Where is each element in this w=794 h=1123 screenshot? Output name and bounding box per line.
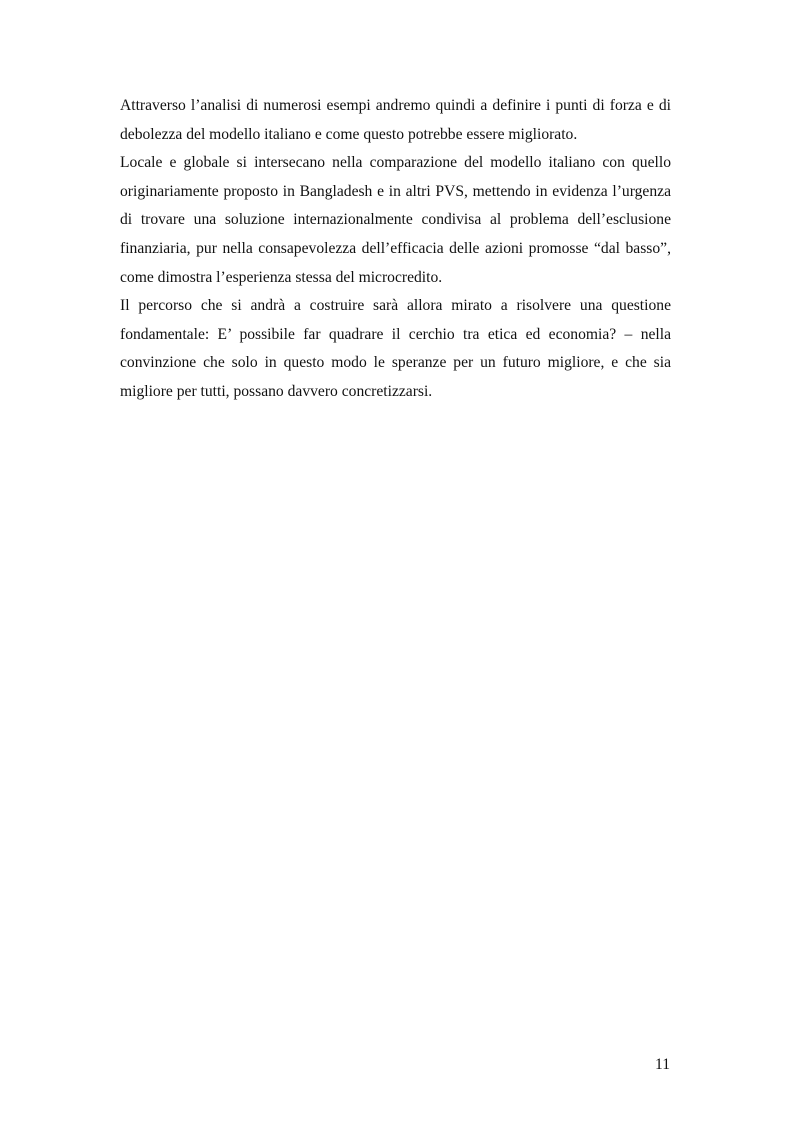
- paragraph-3: Il percorso che si andrà a costruire sarà allora mirato a risolvere una questione fondamentale: E’ possibile far quadrare il cerchio tra etica ed economia? – nella convinzione che solo in questo modo le speranze per un futuro migliore, e che sia migliore per tutti, possano davvero concretizzarsi.: [120, 297, 671, 400]
- page-number: 11: [654, 1056, 670, 1073]
- paragraph-2: Locale e globale si intersecano nella comparazione del modello italiano con quello originariamente proposto in Bangladesh e in altri PVS, mettendo in evidenza l’urgenza di trovare una soluzione internazionalmente condivisa al problema dell’esclusione finanziaria, pur nella consapevolezza dell’efficacia delle azioni promosse “dal basso”, come dimostra l’esperienza stessa del microcredito.: [120, 154, 671, 286]
- body-text: [120, 92, 671, 407]
- paragraph-1: Attraverso l’analisi di numerosi esempi andremo quindi a definire i punti di forza e di debolezza del modello italiano e come questo potrebbe essere migliorato.: [120, 97, 671, 143]
